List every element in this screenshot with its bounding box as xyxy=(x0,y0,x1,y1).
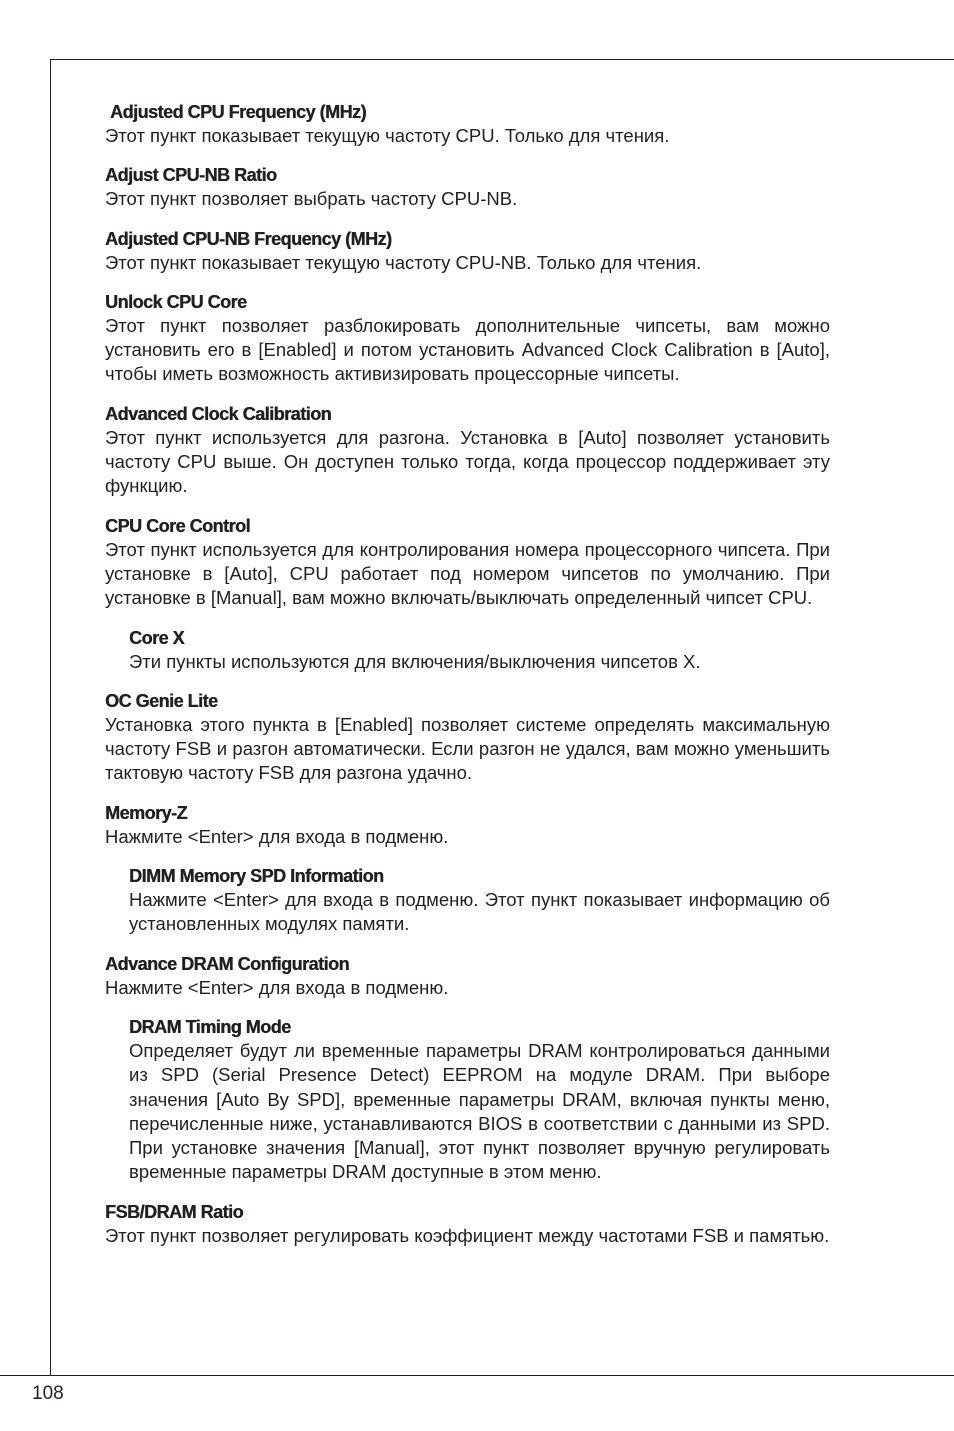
section-oc-genie-lite xyxy=(105,689,830,786)
section-memory-z xyxy=(105,801,830,849)
section-heading: Adjusted CPU-NB Frequency (MHz) xyxy=(105,228,392,249)
section-body: Этот пункт показывает текущую частоту CPU-NB. Только для чтения. xyxy=(105,251,702,273)
section-body: Этот пункт позволяет разблокировать дополнительные чипсеты, вам можно установить его в [Enabled] и потом установить Advanced Clock Calibration в [Auto], чтобы иметь возможность активизировать процессорные чипсеты. xyxy=(105,314,830,385)
section-body: Определяет будут ли временные параметры DRAM контролироваться данными из SPD (Serial Presence Detect) EEPROM на модуле DRAM. При выборе значения [Auto By SPD], временные параметры DRAM, включая пункты меню, перечисленные ниже, устанавливаются BIOS в соответствии с данными из SPD. При установке значения [Manual], этот пункт позволяет вручную регулировать временные параметры DRAM доступные в этом меню. xyxy=(129,1039,830,1183)
section-advanced-clock-calibration xyxy=(105,402,830,499)
manual-content xyxy=(105,100,830,1263)
page-number: 108 xyxy=(32,1383,64,1404)
section-unlock-cpu-core xyxy=(105,290,830,387)
page-frame-bottom-rule xyxy=(0,1375,954,1376)
section-body: Этот пункт позволяет регулировать коэффициент между частотами FSB и памятью. xyxy=(105,1224,830,1246)
section-heading: Unlock CPU Core xyxy=(105,291,247,312)
section-heading: OC Genie Lite xyxy=(105,690,218,711)
section-body: Нажмите <Enter> для входа в подменю. Этот пункт показывает информацию об установленных модулях памяти. xyxy=(129,889,830,935)
section-adjusted-cpu-nb-frequency xyxy=(105,227,830,275)
section-heading: DRAM Timing Mode xyxy=(129,1016,291,1037)
section-advance-dram-configuration xyxy=(105,952,830,1000)
section-body: Этот пункт используется для контролирования номера процессорного чипсета. При установке в [Auto], CPU работает под номером чипсетов по умолчанию. При установке в [Manual], вам можно включать/выключать определенный чипсет CPU. xyxy=(105,538,830,609)
section-heading: Advance DRAM Configuration xyxy=(105,953,350,974)
section-adjust-cpu-nb-ratio xyxy=(105,163,830,211)
section-body: Установка этого пункта в [Enabled] позволяет системе определять максимальную частоту FSB и разгон автоматически. Если разгон не удался, вам можно уменьшить тактовую частоту FSB для разгона удачно. xyxy=(105,713,830,784)
page-frame-top-rule xyxy=(50,59,954,60)
section-adjusted-cpu-frequency xyxy=(105,100,830,148)
section-heading: Adjust CPU-NB Ratio xyxy=(105,165,277,186)
section-body: Эти пункты используются для включения/выключения чипсетов X. xyxy=(129,650,701,672)
section-body: Этот пункт показывает текущую частоту CPU. Только для чтения. xyxy=(105,125,670,146)
section-core-x xyxy=(129,626,830,674)
section-dimm-memory-spd-information xyxy=(129,864,830,937)
section-heading: CPU Core Control xyxy=(105,515,250,536)
section-fsb-dram-ratio xyxy=(105,1200,830,1248)
section-heading: Memory-Z xyxy=(105,802,188,823)
section-heading: DIMM Memory SPD Information xyxy=(129,866,384,887)
section-body: Этот пункт позволяет выбрать частоту CPU-NB. xyxy=(105,188,518,210)
section-heading: Advanced Clock Calibration xyxy=(105,403,332,424)
section-heading: Core X xyxy=(129,627,185,648)
page-frame-left-rule xyxy=(50,59,51,1375)
section-body: Нажмите <Enter> для входа в подменю. xyxy=(105,976,449,998)
section-cpu-core-control xyxy=(105,514,830,611)
section-body: Этот пункт используется для разгона. Установка в [Auto] позволяет установить частоту CPU выше. Он доступен только тогда, когда процессор поддерживает эту функцию. xyxy=(105,426,830,497)
section-heading: Adjusted CPU Frequency (MHz) xyxy=(110,102,367,122)
section-dram-timing-mode xyxy=(129,1015,830,1185)
section-heading: FSB/DRAM Ratio xyxy=(105,1201,243,1222)
section-body: Нажмите <Enter> для входа в подменю. xyxy=(105,825,449,847)
